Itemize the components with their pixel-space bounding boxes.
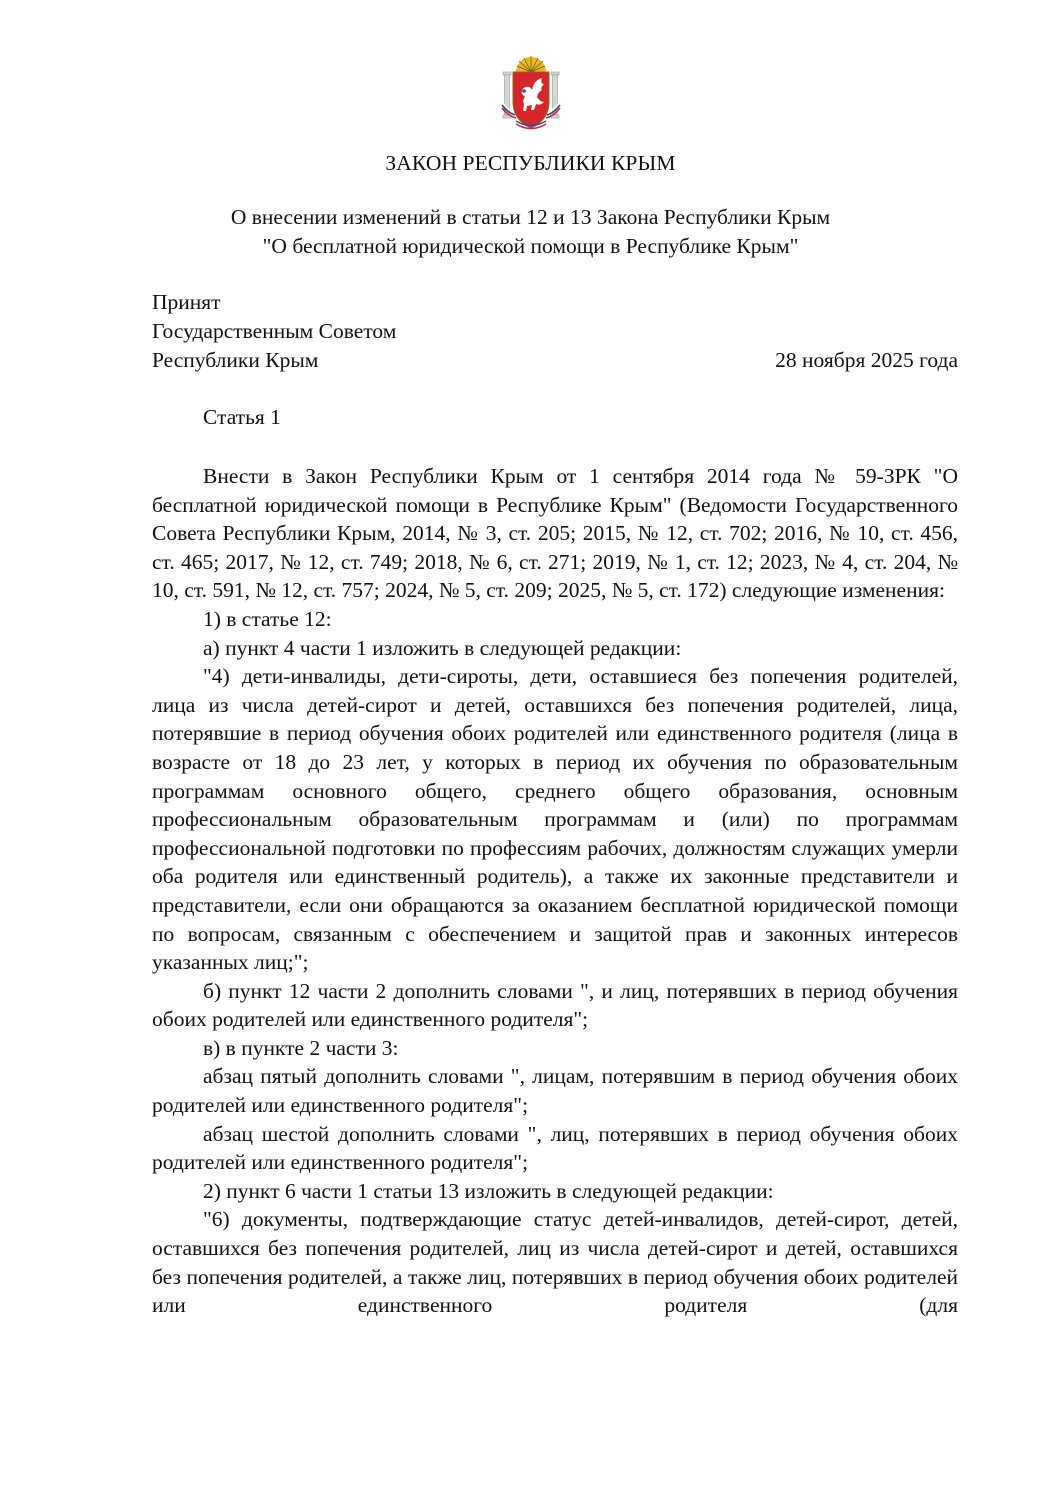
paragraph: Внести в Закон Республики Крым от 1 сентября 2014 года № 59-ЗРК "О бесплатной юридической помощи в Республике Крым" (Ведомости Государственного Совета Республики Крым, 2014, № 3, ст. 205; 2015, № 12, ст. 702; 2016, № 10, ст. 456, ст. 465; 2017, № 12, ст. 749; 2018, № 6, ст. 271; 2019, № 1, ст. 12; 2023, № 4, ст. 204, № 10, ст. 591, № 12, ст. 757; 2024, № 5, ст. 209; 2025, № 5, ст. 172) следующие изменения:: [152, 464, 958, 603]
article-heading: Статья 1: [203, 405, 281, 429]
document-title: ЗАКОН РЕСПУБЛИКИ КРЫМ: [385, 151, 676, 175]
paragraph: б) пункт 12 части 2 дополнить словами ", и лиц, потерявших в период обучения обоих родителей или единственного родителя";: [152, 978, 958, 1032]
paragraph: 2) пункт 6 части 1 статьи 13 изложить в следующей редакции:: [203, 1178, 774, 1203]
crimea-coat-of-arms-icon: [500, 50, 562, 132]
paragraph: а) пункт 4 части 1 изложить в следующей редакции:: [203, 635, 682, 660]
subtitle-line: "О бесплатной юридической помощи в Республике Крым": [262, 234, 799, 258]
paragraph: 1) в статье 12:: [203, 606, 332, 631]
sun-icon: [516, 56, 546, 72]
paragraph: в) в пункте 2 части 3:: [203, 1035, 399, 1060]
paragraph: абзац пятый дополнить словами ", лицам, потерявшим в период обучения обоих родителей или единственного родителя";: [152, 1064, 958, 1118]
adoption-date: 28 ноября 2025 года: [775, 348, 958, 372]
adoption-line: Республики Крым: [152, 348, 319, 372]
adoption-line: Принят: [152, 290, 221, 314]
pearl-icon: [522, 89, 526, 93]
paragraph: "6) документы, подтверждающие статус детей-инвалидов, детей-сирот, детей, оставшихся без попечения родителей, лиц из числа детей-сирот и детей, оставшихся без попечения родителей, а также лиц, потерявших в период обучения обоих родителей или единственного родителя (для: [152, 1207, 958, 1318]
adoption-line: Государственным Советом: [152, 319, 397, 343]
paragraph: абзац шестой дополнить словами ", лиц, потерявших в период обучения обоих родителей или единственного родителя";: [152, 1121, 958, 1175]
article-body: [152, 462, 958, 1320]
paragraph: "4) дети-инвалиды, дети-сироты, дети, оставшиеся без попечения родителей, лица из числа детей-сирот и детей, оставшихся без попечения родителей, лица, потерявшие в период обучения обоих родителей или единственного родителя (лица в возрасте от 18 до 23 лет, у которых в период их обучения по образовательным программам основного общего, среднего общего образования, основным профессиональным образовательным программам и (или) по программам профессиональной подготовки по профессиям рабочих, должностям служащих умерли оба родителя или единственный родитель), а также их законные представители и представители, если они обращаются за оказанием бесплатной юридической помощи по вопросам, связанным с обеспечением и защитой прав и законных интересов указанных лиц;";: [152, 664, 958, 975]
subtitle-line: О внесении изменений в статьи 12 и 13 Закона Республики Крым: [230, 205, 831, 229]
adoption-block: [152, 288, 396, 375]
document-subtitle: [0, 203, 1061, 261]
